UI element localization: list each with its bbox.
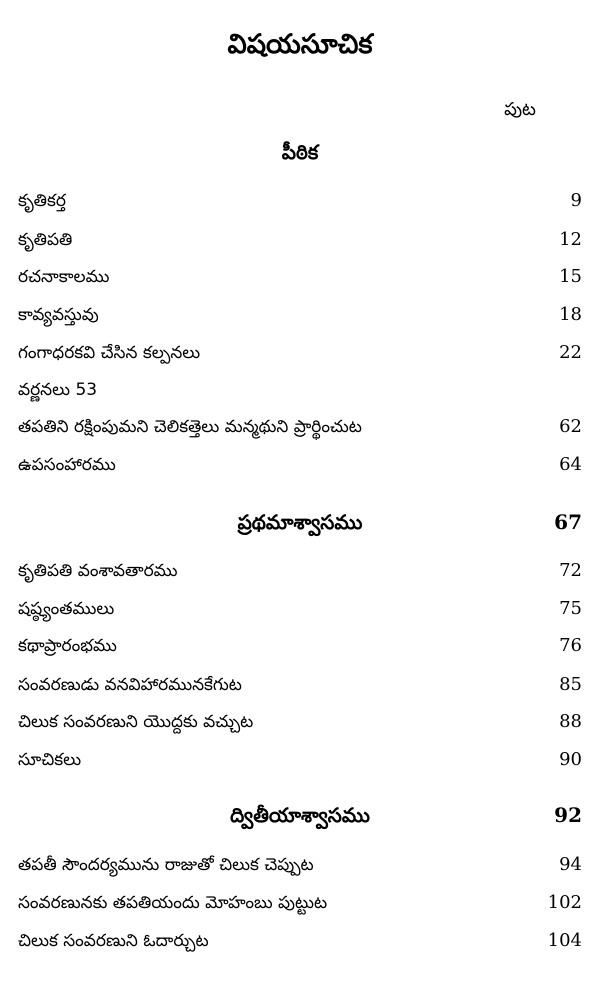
section-heading-page: 92 bbox=[554, 803, 582, 827]
toc-row bbox=[0, 412, 600, 442]
toc-row bbox=[0, 300, 600, 330]
toc-row bbox=[0, 631, 600, 661]
toc-row bbox=[0, 186, 600, 216]
toc-entry-title: సంవరణుడు వనవిహారమునకేగుట bbox=[18, 675, 242, 695]
toc-entry-title: కృతికర్త bbox=[18, 191, 66, 211]
toc-entry-title: కృతిపతి bbox=[18, 230, 73, 250]
toc-entry-title: సూచికలు bbox=[18, 750, 82, 770]
toc-row bbox=[0, 707, 600, 737]
section-heading-second-canto bbox=[0, 799, 600, 831]
toc-entry-page: 22 bbox=[559, 342, 582, 363]
toc-entry-title: తపతిని రక్షింపుమని చెలికత్తెలు మన్మథుని ప్రార్థించుట bbox=[18, 417, 362, 437]
toc-row bbox=[0, 375, 600, 405]
section-heading-title: ద్వితీయాశ్వాసము bbox=[230, 803, 370, 827]
toc-entry-title: ఉపసంహారము bbox=[18, 455, 116, 475]
page-title: విషయసూచిక bbox=[227, 29, 373, 61]
toc-entry-page: 90 bbox=[559, 749, 582, 770]
toc-entry-title: వర్ణనలు 53 bbox=[18, 380, 98, 400]
toc-row bbox=[0, 888, 600, 918]
toc-entry-page: 72 bbox=[559, 560, 582, 581]
toc-row bbox=[0, 338, 600, 368]
toc-entry-page: 64 bbox=[559, 454, 582, 475]
toc-row bbox=[0, 556, 600, 586]
section-heading-page: 67 bbox=[554, 510, 582, 534]
toc-entry-page: 104 bbox=[547, 930, 582, 951]
toc-row bbox=[0, 850, 600, 880]
toc-row bbox=[0, 670, 600, 700]
toc-entry-page: 102 bbox=[547, 892, 582, 913]
toc-entry-title: సంవరణునకు తపతియందు మోహంబు పుట్టుట bbox=[18, 893, 328, 913]
section-heading-title: ప్రథమాశ్వాసము bbox=[237, 510, 363, 534]
toc-entry-title: తపతీ సౌందర్యమును రాజుతో చిలుక చెప్పుట bbox=[18, 855, 314, 875]
toc-entry-title: కావ్యవస్తువు bbox=[18, 305, 99, 325]
toc-entry-page: 76 bbox=[559, 635, 582, 656]
toc-entry-page: 9 bbox=[570, 190, 582, 211]
toc-entry-title: రచనాకాలము bbox=[18, 267, 110, 287]
toc-row bbox=[0, 450, 600, 480]
toc-entry-page: 15 bbox=[559, 266, 582, 287]
toc-entry-title: షష్ఠ్యంతములు bbox=[18, 599, 115, 619]
toc-entry-page: 75 bbox=[559, 598, 582, 619]
toc-entry-title: కథాప్రారంభము bbox=[18, 636, 117, 656]
section-heading-preface bbox=[0, 136, 600, 168]
toc-entry-page: 62 bbox=[559, 416, 582, 437]
toc-entry-title: కృతిపతి వంశావతారము bbox=[18, 561, 178, 581]
toc-entry-page: 18 bbox=[559, 304, 582, 325]
toc-entry-title: చిలుక సంవరణుని ఓదార్చుట bbox=[18, 931, 209, 951]
toc-row bbox=[0, 594, 600, 624]
toc-row bbox=[0, 926, 600, 956]
toc-row bbox=[0, 262, 600, 292]
toc-entry-page: 12 bbox=[559, 229, 582, 250]
toc-row bbox=[0, 225, 600, 255]
page-column-label: పుట bbox=[504, 99, 536, 120]
toc-entry-page: 88 bbox=[559, 711, 582, 732]
toc-entry-page: 85 bbox=[559, 674, 582, 695]
toc-entry-title: గంగాధరకవి చేసిన కల్పనలు bbox=[18, 343, 201, 363]
section-heading-title: పీఠిక bbox=[281, 140, 319, 164]
section-heading-first-canto bbox=[0, 506, 600, 538]
toc-entry-page: 94 bbox=[559, 854, 582, 875]
toc-entry-title: చిలుక సంవరణుని యొద్దకు వచ్చుట bbox=[18, 712, 254, 732]
toc-row bbox=[0, 745, 600, 775]
